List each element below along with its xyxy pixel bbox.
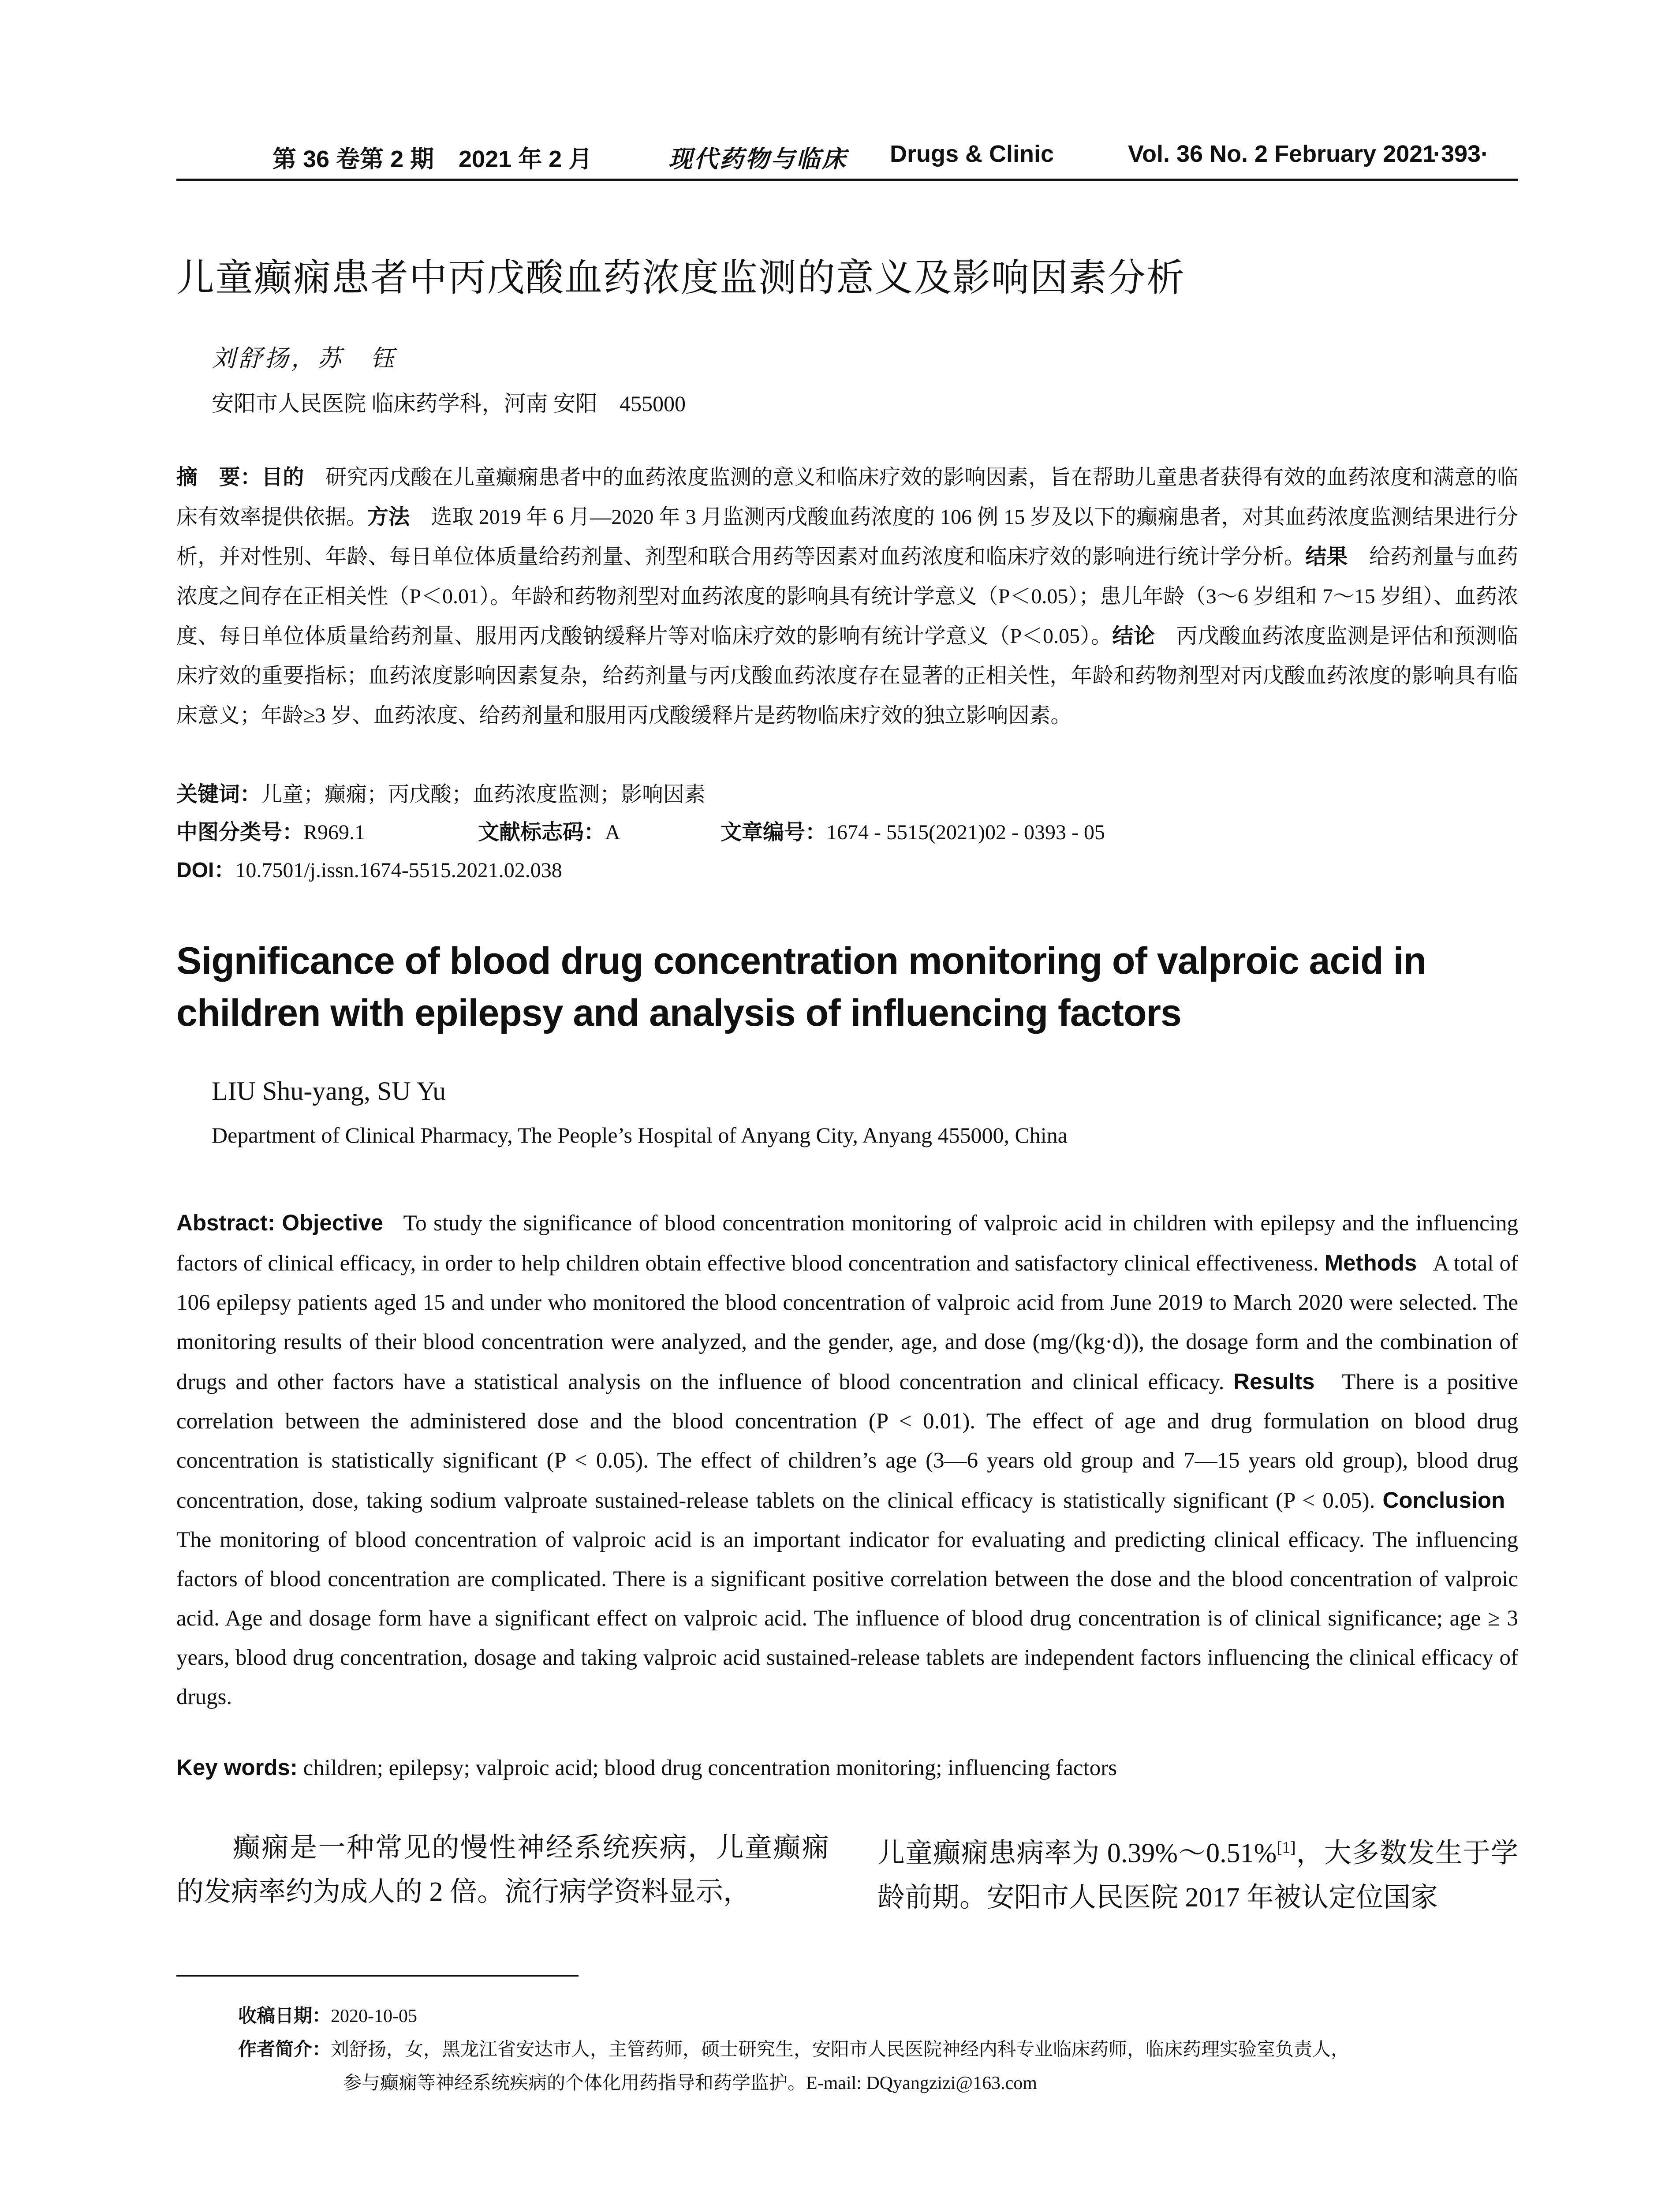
keywords-label-cn: 关键词：	[176, 783, 261, 806]
header-journal-cn: 现代药物与临床	[668, 146, 847, 172]
title-cn: 儿童癫痫患者中丙戊酸血药浓度监测的意义及影响因素分析	[176, 257, 1185, 299]
methods-label-en: Methods	[1324, 1250, 1417, 1275]
doccode-line	[478, 815, 620, 845]
authors-en: LIU Shu-yang, SU Yu	[212, 1076, 446, 1106]
body-col2-text-a: 儿童癫痫患病率为 0.39%～0.51%	[877, 1838, 1277, 1869]
affiliation-en: Department of Clinical Pharmacy, The People’s Hospital of Anyang City, Anyang 455000, China	[212, 1123, 1068, 1147]
keywords-label-en: Key words:	[176, 1755, 298, 1780]
methods-label-cn: 方法	[367, 505, 410, 529]
body-col2-text-b: ，大多数发生于学龄前期。安阳市人民医院 2017 年被认定位国家	[877, 1838, 1518, 1913]
keywords-cn: 儿童；癫痫；丙戊酸；血药浓度监测；影响因素	[261, 783, 706, 806]
keywords-cn-line	[176, 777, 706, 807]
objective-label-en: Objective	[282, 1210, 383, 1235]
methods-cn: 选取 2019 年 6 月—2020 年 3 月监测丙戊酸血药浓度的 106 例 15 岁及以下的癫痫患者，对其血药浓度监测结果进行分析，并对性别、年龄、每日单位体质量给药剂量、剂型和联合用药等因素对血药浓度和临床疗效的影响进行统计学分析。	[176, 505, 1518, 568]
abstract-cn	[176, 458, 1518, 736]
results-label-en: Results	[1233, 1369, 1315, 1394]
body-column-2	[877, 1826, 1518, 1920]
doi-value: 10.7501/j.issn.1674-5515.2021.02.038	[235, 859, 562, 882]
header-journal-en: Drugs & Clinic	[890, 141, 1054, 167]
conclusion-en: The monitoring of blood concentration of valproic acid is an important indicator for evaluating and predicting clinical efficacy. The influencing factors of blood concentration are complicated. There is a significant positive correlation between the dose and the blood concentration of valproic acid. Age and dosage form have a significant effect on valproic acid. The influence of blood drug concentration is of clinical significance; age ≥ 3 years, blood drug concentration, dosage and taking valproic acid sustained-release tablets are independent factors influencing the clinical efficacy of drugs.	[176, 1528, 1518, 1709]
results-label-cn: 结果	[1305, 545, 1348, 568]
results-cn: 给药剂量与血药浓度之间存在正相关性（P＜0.01）。年龄和药物剂型对血药浓度的影响具有统计学意义（P＜0.05）；患儿年龄（3～6 岁组和 7～15 岁组）、血药浓度、每日单位体质量给药剂量、服用丙戊酸钠缓释片等对临床疗效的影响有统计学意义（P＜0.05）。	[176, 545, 1518, 648]
header-issue-cn: 第 36 卷第 2 期	[273, 146, 434, 172]
objective-label-cn: 目的	[261, 466, 304, 489]
conclusion-cn: 丙戊酸血药浓度监测是评估和预测临床疗效的重要指标；血药浓度影响因素复杂，给药剂量与丙戊酸血药浓度存在显著的正相关性，年龄和药物剂型对丙戊酸血药浓度的影响具有临床意义；年龄≥3 岁、血药浓度、给药剂量和服用丙戊酸缓释片是药物临床疗效的独立影响因素。	[176, 624, 1518, 727]
abstract-en	[176, 1203, 1518, 1717]
articleno-line	[721, 815, 1105, 845]
authors-cn: 刘舒扬，苏 钰	[212, 345, 397, 372]
articleno-value: 1674 - 5515(2021)02 - 0393 - 05	[826, 821, 1105, 844]
title-en: Significance of blood drug concentration monitoring of valproic acid in children with epilepsy and analysis of influencing factors	[176, 940, 1426, 1034]
footnote-rule	[176, 1975, 579, 1977]
articleno-label: 文章编号：	[721, 821, 827, 844]
body-column-1: 癫痫是一种常见的慢性神经系统疾病，儿童癫痫的发病率约为成人的 2 倍。流行病学资料显示，	[176, 1833, 829, 1907]
keywords-en-line	[176, 1754, 1117, 1781]
received-label: 收稿日期：	[238, 2005, 331, 2026]
received-date: 2020-10-05	[331, 2006, 417, 2026]
doi-label: DOI：	[176, 859, 235, 882]
header-issue-en: Vol. 36 No. 2 February 2021	[1128, 141, 1436, 167]
footnote-author-line-1	[238, 2035, 1349, 2061]
clc-value: R969.1	[303, 821, 366, 844]
doccode-value: A	[605, 821, 620, 844]
abstract-label-en: Abstract:	[176, 1210, 275, 1235]
results-en: There is a positive correlation between the administered dose and the blood concentration (P < 0.01). The effect of age and drug formulation on blood drug concentration is statistically significant (P < 0.05). The effect of children’s age (3—6 years old group and 7—15 years old group), blood drug concentration, dose, taking sodium valproate sustained-release tablets on the clinical efficacy is statistically significant (P < 0.05).	[176, 1370, 1519, 1513]
author-bio-1: 刘舒扬，女，黑龙江省安达市人，主管药师，硕士研究生，安阳市人民医院神经内科专业临床药师，临床药理实验室负责人，	[331, 2040, 1350, 2060]
header-date-cn: 2021 年 2 月	[459, 146, 593, 172]
affiliation-cn: 安阳市人民医院 临床药学科，河南 安阳 455000	[212, 391, 686, 416]
keywords-en: children; epilepsy; valproic acid; blood drug concentration monitoring; influencing factors	[303, 1756, 1117, 1780]
objective-cn: 研究丙戊酸在儿童癫痫患者中的血药浓度监测的意义和临床疗效的影响因素，旨在帮助儿童患者获得有效的血药浓度和满意的临床有效率提供依据。	[176, 466, 1518, 529]
abstract-label-cn: 摘 要：	[176, 466, 262, 489]
clc-label: 中图分类号：	[176, 821, 304, 844]
classification-line	[176, 815, 365, 845]
citation-ref: [1]	[1277, 1839, 1296, 1857]
header-page-number: ·393·	[1433, 141, 1489, 167]
author-bio-label: 作者简介：	[238, 2039, 331, 2059]
footnote-received	[238, 2001, 417, 2028]
doccode-label: 文献标志码：	[478, 821, 605, 844]
doi-line	[176, 853, 562, 883]
conclusion-label-cn: 结论	[1112, 624, 1155, 648]
footnote-author-line-2: 参与癫痫等神经系统疾病的个体化用药指导和药学监护。E-mail: DQyangzizi@163.com	[343, 2073, 1037, 2093]
methods-en: A total of 106 epilepsy patients aged 15 and under who monitored the blood concentration of valproic acid from June 2019 to March 2020 were selected. The monitoring results of their blood concentration were analyzed, and the gender, age, and dose (mg/(kg·d)), the dosage form and the combination of drugs and other factors have a statistical analysis on the influence of blood concentration and clinical efficacy.	[176, 1251, 1518, 1394]
objective-en: To study the significance of blood concentration monitoring of valproic acid in children with epilepsy and the influencing factors of clinical efficacy, in order to help children obtain effective blood concentration and satisfactory clinical effectiveness.	[176, 1211, 1518, 1276]
header-rule	[176, 179, 1518, 181]
conclusion-label-en: Conclusion	[1382, 1487, 1505, 1513]
